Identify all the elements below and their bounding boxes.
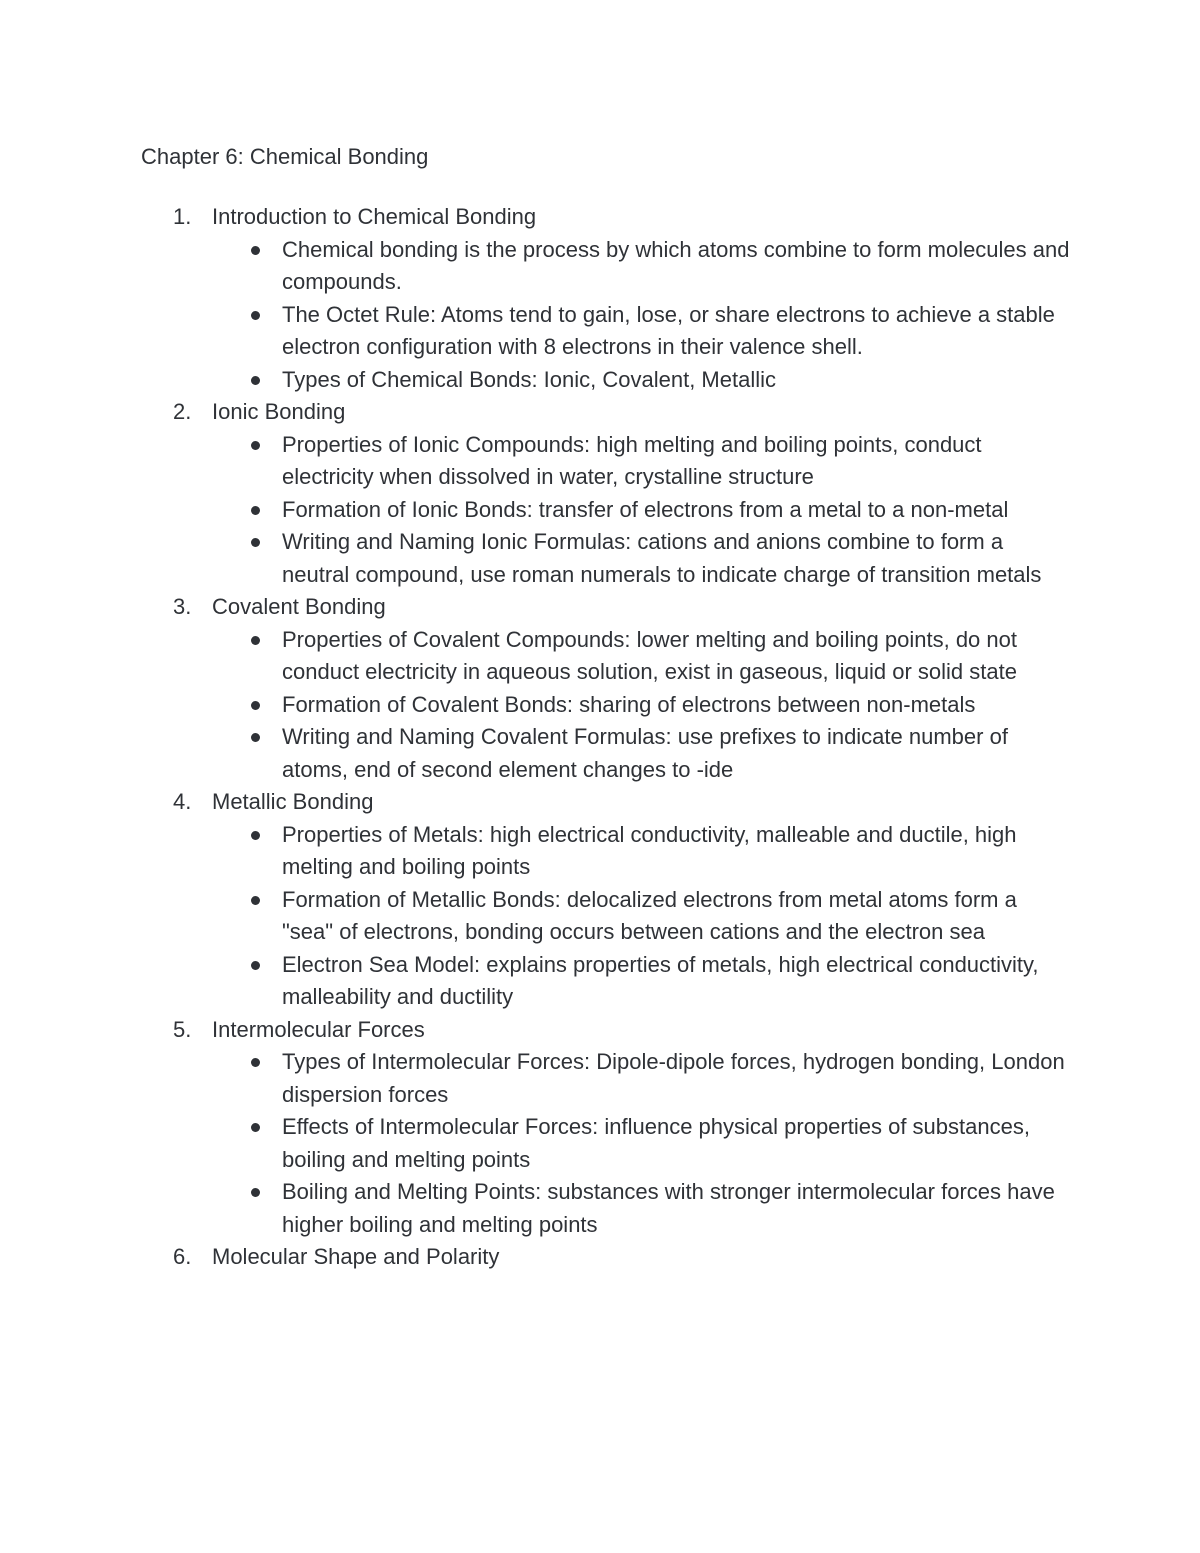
bullet-list — [0, 429, 1200, 592]
bullet-dot-icon — [251, 896, 260, 905]
section-item — [0, 786, 1200, 1014]
bullet-point — [0, 526, 1072, 591]
bullet-text: Formation of Ionic Bonds: transfer of electrons from a metal to a non-metal — [282, 496, 1009, 522]
bullet-list — [0, 234, 1200, 397]
section-title: Ionic Bonding — [212, 399, 346, 424]
bullet-dot-icon — [251, 538, 260, 547]
section-item — [0, 201, 1200, 396]
bullet-point — [0, 819, 1072, 884]
bullet-point — [0, 884, 1072, 949]
bullet-text: Properties of Metals: high electrical conductivity, malleable and ductile, high melting and boiling points — [282, 821, 1017, 879]
bullet-list — [0, 624, 1200, 787]
section-number: 3. — [173, 594, 192, 619]
section-title: Intermolecular Forces — [212, 1016, 425, 1042]
bullet-text: Effects of Intermolecular Forces: influence physical properties of substances, boiling and melting points — [282, 1114, 1030, 1172]
bullet-text: Chemical bonding is the process by which atoms combine to form molecules and compounds. — [282, 236, 1070, 294]
section-list — [0, 201, 1200, 1274]
section-heading — [0, 201, 1200, 234]
bullet-text: Properties of Covalent Compounds: lower melting and boiling points, do not conduct electricity in aqueous solution, exist in gaseous, liquid or solid state — [282, 626, 1017, 684]
bullet-point — [0, 721, 1072, 786]
bullet-text: Writing and Naming Ionic Formulas: cations and anions combine to form a neutral compound, use roman numerals to indicate charge of transition metals — [282, 529, 1042, 587]
bullet-list — [0, 819, 1200, 1014]
bullet-dot-icon — [251, 376, 260, 385]
bullet-point — [0, 689, 1072, 722]
bullet-point — [0, 1176, 1072, 1241]
section-number: 4. — [173, 789, 192, 814]
bullet-dot-icon — [251, 246, 260, 255]
section-number: 5. — [173, 1016, 192, 1042]
bullet-text: Formation of Covalent Bonds: sharing of electrons between non-metals — [282, 691, 976, 717]
bullet-dot-icon — [251, 441, 260, 450]
bullet-text: The Octet Rule: Atoms tend to gain, lose, or share electrons to achieve a stable electron configuration with 8 electrons in their valence shell. — [282, 301, 1055, 359]
bullet-dot-icon — [251, 636, 260, 645]
section-item — [0, 1014, 1200, 1242]
section-number: 6. — [173, 1244, 192, 1269]
section-heading — [0, 786, 1200, 819]
section-heading — [0, 1241, 1200, 1274]
bullet-dot-icon — [251, 311, 260, 320]
section-item — [0, 1241, 1200, 1274]
section-heading — [0, 591, 1200, 624]
bullet-dot-icon — [251, 1123, 260, 1132]
bullet-text: Properties of Ionic Compounds: high melting and boiling points, conduct electricity when dissolved in water, crystalline structure — [282, 431, 982, 489]
bullet-text: Electron Sea Model: explains properties of metals, high electrical conductivity, malleability and ductility — [282, 951, 1039, 1009]
document-title: Chapter 6: Chemical Bonding — [141, 144, 429, 169]
bullet-text: Boiling and Melting Points: substances with stronger intermolecular forces have higher boiling and melting points — [282, 1179, 1055, 1237]
bullet-point — [0, 364, 1072, 397]
bullet-point — [0, 949, 1072, 1014]
bullet-text: Writing and Naming Covalent Formulas: use prefixes to indicate number of atoms, end of second element changes to -ide — [282, 724, 1008, 782]
section-title: Introduction to Chemical Bonding — [212, 204, 537, 229]
bullet-point — [0, 1046, 1072, 1111]
bullet-dot-icon — [251, 961, 260, 970]
bullet-dot-icon — [251, 506, 260, 515]
section-title: Metallic Bonding — [212, 789, 374, 814]
section-title: Covalent Bonding — [212, 594, 386, 619]
bullet-text: Types of Chemical Bonds: Ionic, Covalent, Metallic — [282, 366, 777, 392]
section-heading — [0, 1014, 1200, 1047]
bullet-text: Formation of Metallic Bonds: delocalized electrons from metal atoms form a "sea" of electrons, bonding occurs between cations and the electron sea — [282, 886, 1017, 944]
section-title: Molecular Shape and Polarity — [212, 1244, 500, 1269]
section-item — [0, 396, 1200, 591]
bullet-point — [0, 429, 1072, 494]
bullet-dot-icon — [251, 701, 260, 710]
section-number: 2. — [173, 399, 192, 424]
bullet-dot-icon — [251, 733, 260, 742]
bullet-point — [0, 624, 1072, 689]
bullet-dot-icon — [251, 1058, 260, 1067]
bullet-text: Types of Intermolecular Forces: Dipole-dipole forces, hydrogen bonding, London dispersion forces — [282, 1049, 1065, 1107]
section-heading — [0, 396, 1200, 429]
bullet-point — [0, 299, 1072, 364]
bullet-point — [0, 234, 1072, 299]
bullet-list — [0, 1046, 1200, 1241]
section-item — [0, 591, 1200, 786]
bullet-dot-icon — [251, 1188, 260, 1197]
bullet-point — [0, 494, 1072, 527]
bullet-point — [0, 1111, 1072, 1176]
bullet-dot-icon — [251, 831, 260, 840]
section-number: 1. — [173, 204, 192, 229]
